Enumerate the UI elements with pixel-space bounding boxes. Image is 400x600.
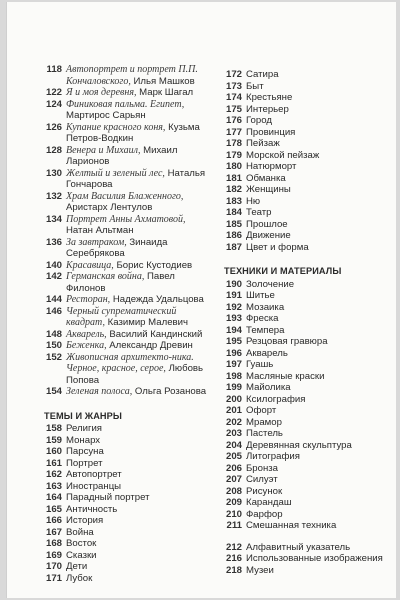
artwork-title: Ресторан, [66, 294, 111, 305]
entry-text: Дети [66, 561, 88, 572]
page-number: 122 [45, 87, 62, 98]
entry-text [66, 340, 212, 352]
page-number: 207 [225, 474, 242, 485]
entry-text: Темпера [246, 324, 285, 336]
entry-text: Акварель [246, 347, 288, 359]
entry-text: Ню [246, 195, 261, 207]
page-number: 146 [45, 305, 62, 317]
page-number: 191 [225, 290, 242, 301]
page-number: 204 [225, 439, 242, 451]
artist-name: Ольга Розанова [134, 386, 207, 397]
page-number: 167 [45, 526, 62, 538]
page-number: 185 [225, 218, 242, 230]
entry-text [66, 294, 212, 306]
page-number: 183 [225, 195, 242, 207]
page-number: 168 [45, 538, 62, 549]
page-number: 218 [225, 564, 242, 576]
entry-text: Пастель [246, 428, 283, 439]
toc-entry [44, 329, 212, 341]
page-number: 169 [45, 549, 62, 561]
artwork-title: Красавица, [66, 259, 114, 271]
right-column [224, 69, 390, 576]
artwork-title: Живописная архитекто-ника. Черное, красное, серое, [66, 351, 194, 374]
toc-entry [224, 138, 390, 150]
artwork-title: Купание красного коня, [66, 121, 166, 133]
toc-entry [224, 417, 390, 429]
toc-entry [224, 279, 390, 291]
page-number: 170 [45, 561, 62, 572]
toc-entry [224, 127, 390, 139]
entry-text: Провинция [246, 126, 296, 138]
artwork-title: Храм Василия Блаженного, [66, 190, 184, 202]
page-number: 198 [225, 370, 242, 382]
artwork-title: Портрет Анны Ахматовой, [66, 213, 186, 225]
page-number: 186 [225, 230, 242, 241]
artist-name: Мартирос Сарьян [66, 110, 146, 121]
page-number: 197 [225, 359, 242, 370]
left-column [44, 64, 212, 584]
toc-entry [44, 386, 212, 398]
toc-entry [224, 336, 390, 348]
entry-text [66, 271, 212, 294]
entry-text: Портрет [66, 457, 103, 469]
entry-text [66, 191, 212, 214]
entry-text: Античность [66, 503, 118, 515]
artwork-title: Финиковая пальма. Египет, [66, 98, 185, 110]
entry-text: Парсуна [66, 446, 104, 457]
toc-entry [44, 214, 212, 237]
appendix-list [224, 542, 390, 577]
page-number: 161 [45, 457, 62, 469]
page-number: 124 [45, 98, 62, 110]
toc-entry [224, 313, 390, 325]
artist-name: Наталья Гончарова [66, 167, 206, 190]
page-number: 208 [225, 485, 242, 497]
toc-entry [44, 573, 212, 585]
entry-text: Пейзаж [246, 138, 280, 149]
artwork-title: Акварель, [66, 328, 107, 340]
entry-text: Иностранцы [66, 480, 122, 492]
toc-entry [44, 122, 212, 145]
toc-entry [224, 92, 390, 104]
toc-entry [44, 469, 212, 481]
page-number: 134 [45, 213, 62, 225]
artwork-title: Германская война, [66, 271, 145, 282]
entry-text [66, 329, 212, 341]
toc-entry [44, 435, 212, 447]
entry-text: Религия [66, 423, 103, 434]
artwork-title: Венера и Михаил, [66, 144, 141, 156]
toc-entry [44, 481, 212, 493]
toc-entry [224, 509, 390, 521]
page-number: 187 [225, 241, 242, 253]
entry-text: Масляные краски [246, 370, 325, 382]
page-number: 176 [225, 115, 242, 126]
page-number: 171 [45, 572, 62, 584]
entry-text [66, 122, 212, 145]
toc-entry [224, 382, 390, 394]
artist-name: Натан Альтман [66, 225, 134, 236]
toc-entry [224, 451, 390, 463]
page-number: 148 [45, 328, 62, 340]
page-number: 177 [225, 126, 242, 138]
page-number: 154 [45, 386, 62, 397]
artwork-list [44, 64, 212, 398]
toc-entry [224, 542, 390, 554]
page-number: 199 [225, 382, 242, 393]
page-number: 128 [45, 144, 62, 156]
toc-entry [44, 168, 212, 191]
toc-entry [224, 196, 390, 208]
entry-text: Деревянная скульптура [246, 439, 352, 451]
page-number: 202 [225, 416, 242, 428]
toc-entry [44, 504, 212, 516]
toc-entry [44, 515, 212, 527]
entry-text [66, 306, 212, 329]
toc-entry [44, 306, 212, 329]
toc-entry [44, 458, 212, 470]
page-number: 209 [225, 497, 242, 508]
page-number: 181 [225, 172, 242, 184]
artist-name: Василий Кандинский [109, 328, 203, 340]
page-number: 212 [225, 541, 242, 553]
entry-text: Автопортрет [66, 469, 122, 480]
artist-name: Михаил Ларионов [66, 144, 178, 167]
page-number: 192 [225, 301, 242, 313]
page-number: 165 [45, 503, 62, 515]
themes-list [44, 423, 212, 584]
artist-name: Марк Шагал [139, 87, 194, 98]
artist-name: Александр Древин [109, 340, 193, 351]
page-number: 132 [45, 190, 62, 202]
toc-entry [224, 474, 390, 486]
toc-entry [224, 302, 390, 314]
page-number: 159 [45, 434, 62, 446]
entry-text: Сатира [246, 69, 279, 80]
entry-text: Война [66, 526, 94, 538]
page-number: 158 [45, 423, 62, 434]
entry-text: Быт [246, 80, 264, 92]
page-number: 163 [45, 480, 62, 492]
page-number: 190 [225, 278, 242, 290]
page-number: 142 [45, 271, 62, 282]
toc-entry [224, 497, 390, 509]
entry-text [66, 145, 212, 168]
artwork-title: За завтраком, [66, 236, 127, 248]
toc-entry [224, 290, 390, 302]
toc-entry [44, 260, 212, 272]
toc-entry [224, 428, 390, 440]
toc-entry [224, 371, 390, 383]
page-number: 118 [46, 64, 62, 75]
entry-text: Интерьер [246, 103, 289, 115]
entry-text: Использованные изображения [246, 553, 383, 564]
entry-text [66, 64, 212, 87]
artist-name: Аристарх Лентулов [66, 202, 153, 213]
page-number: 178 [225, 138, 242, 149]
page-number: 150 [45, 340, 62, 351]
entry-text: Офорт [246, 405, 277, 416]
page-number: 144 [45, 294, 62, 305]
toc-entry [44, 145, 212, 168]
page-number: 210 [225, 508, 242, 520]
entry-text: Цвет и форма [246, 241, 309, 253]
toc-entry [44, 294, 212, 306]
page-number: 196 [225, 347, 242, 359]
entry-text [66, 386, 212, 398]
entry-text: Лубок [66, 572, 93, 584]
toc-entry [224, 394, 390, 406]
toc-entry [224, 405, 390, 417]
entry-text: Сказки [66, 549, 97, 561]
entry-text: Силуэт [246, 474, 278, 485]
toc-entry [44, 352, 212, 387]
page-number: 200 [225, 393, 242, 405]
toc-entry [224, 486, 390, 498]
artist-name: Зинаида Серебрякова [66, 236, 168, 259]
entry-text: Рисунок [246, 485, 283, 497]
toc-entry [44, 64, 212, 87]
page-number: 184 [225, 207, 242, 218]
entry-text: Натюрморт [246, 161, 297, 172]
entry-text: Мрамор [246, 416, 282, 428]
toc-entry [224, 325, 390, 337]
page-number: 216 [225, 553, 242, 564]
artist-name: Любовь Попова [66, 363, 204, 386]
artist-name: Павел Филонов [66, 271, 175, 294]
page-number: 164 [45, 492, 62, 503]
entry-text: Женщины [246, 184, 291, 195]
entry-text: Театр [246, 207, 272, 218]
toc-entry [44, 271, 212, 294]
artist-name: Казимир Малевич [107, 317, 189, 328]
entry-text: Фреска [246, 313, 279, 324]
entry-text: Крестьяне [246, 92, 293, 103]
page-number: 162 [45, 469, 62, 480]
page-number: 205 [225, 451, 242, 462]
entry-text: Монарх [66, 434, 101, 446]
page-number: 160 [45, 446, 62, 457]
page-number: 180 [225, 161, 242, 172]
toc-entry [224, 219, 390, 231]
entry-text [66, 168, 212, 191]
toc-entry [224, 553, 390, 565]
toc-entry [224, 150, 390, 162]
artwork-title: Зеленая полоса, [66, 386, 133, 397]
artwork-title: Черный супрематический квадрат, [66, 305, 177, 328]
entry-text: Шитье [246, 290, 275, 301]
entry-text: Мозаика [246, 301, 285, 313]
toc-entry [44, 340, 212, 352]
entry-text: Движение [246, 230, 291, 241]
toc-entry [44, 527, 212, 539]
toc-entry [224, 81, 390, 93]
toc-entry [224, 463, 390, 475]
artwork-title: Автопортрет и портрет П.П. Кончаловского, [66, 64, 198, 87]
toc-entry [44, 550, 212, 562]
entry-text: Ксилография [246, 393, 306, 405]
toc-entry [44, 87, 212, 99]
entry-text: Город [246, 115, 272, 126]
toc-entry [224, 69, 390, 81]
artist-name: Надежда Удальцова [112, 294, 204, 305]
page-number: 194 [225, 324, 242, 336]
toc-entry [224, 520, 390, 532]
artist-name: Илья Машков [133, 75, 195, 87]
toc-entry [44, 561, 212, 573]
page-number: 174 [225, 92, 242, 103]
entry-text: Карандаш [246, 497, 292, 508]
entry-text: Майолика [246, 382, 291, 393]
page-number: 172 [225, 69, 242, 80]
entry-text [66, 214, 212, 237]
entry-text: История [66, 515, 104, 526]
toc-entry [224, 207, 390, 219]
themes-heading: ТЕМЫ И ЖАНРЫ [44, 410, 122, 421]
page-number: 152 [45, 351, 62, 363]
techniques-list [224, 279, 390, 532]
page-number: 173 [225, 80, 242, 92]
toc-entry [224, 348, 390, 360]
entry-text: Золочение [246, 278, 295, 290]
page-number: 136 [45, 236, 62, 248]
toc-entry [224, 173, 390, 185]
toc-entry [44, 191, 212, 214]
entry-text: Литография [246, 451, 300, 462]
artist-name: Кузьма Петров-Водкин [66, 121, 200, 144]
toc-entry [44, 423, 212, 435]
entry-text: Обманка [246, 172, 286, 184]
page-number: 203 [225, 428, 242, 439]
page-number: 182 [225, 184, 242, 195]
entry-text: Смешанная техника [246, 520, 337, 531]
entry-text: Восток [66, 538, 97, 549]
artist-name: Борис Кустодиев [116, 259, 193, 271]
toc-entry [224, 242, 390, 254]
entry-text: Парадный портрет [66, 492, 150, 503]
page-number: 130 [45, 167, 62, 179]
artwork-title: Я и моя деревня, [66, 87, 137, 98]
page-number: 206 [225, 462, 242, 474]
entry-text: Музеи [246, 564, 274, 576]
entry-text: Морской пейзаж [246, 149, 320, 161]
page-number: 201 [225, 405, 242, 416]
entry-text [66, 87, 212, 99]
toc-entry [224, 161, 390, 173]
entry-text [66, 237, 212, 260]
toc-entry [224, 565, 390, 577]
entry-text: Фарфор [246, 508, 283, 520]
entry-text: Бронза [246, 462, 278, 474]
page-number: 211 [226, 520, 242, 531]
toc-entry [224, 359, 390, 371]
page-number: 140 [45, 259, 62, 271]
themes-list-continued [224, 69, 390, 253]
artwork-title: Беженка, [66, 340, 107, 351]
toc-entry [44, 446, 212, 458]
page-number: 179 [225, 149, 242, 161]
entry-text [66, 352, 212, 387]
page-number: 175 [225, 103, 242, 115]
techniques-heading: ТЕХНИКИ И МАТЕРИАЛЫ [224, 266, 342, 276]
page-number: 193 [225, 313, 242, 324]
page-number: 166 [45, 515, 62, 526]
page-number: 126 [45, 121, 62, 133]
toc-entry [44, 237, 212, 260]
toc-entry [224, 115, 390, 127]
book-page [6, 2, 396, 598]
entry-text: Гуашь [246, 359, 274, 370]
toc-entry [224, 104, 390, 116]
entry-text [66, 99, 212, 122]
toc-entry [224, 184, 390, 196]
entry-text: Прошлое [246, 218, 288, 230]
toc-entry [224, 440, 390, 452]
entry-text: Резцовая гравюра [246, 336, 328, 347]
artwork-title: Желтый и зеленый лес, [66, 167, 165, 179]
page-number: 195 [225, 336, 242, 347]
toc-entry [44, 99, 212, 122]
toc-entry [44, 538, 212, 550]
toc-entry [44, 492, 212, 504]
toc-entry [224, 230, 390, 242]
entry-text: Алфавитный указатель [246, 541, 351, 553]
entry-text [66, 260, 212, 272]
